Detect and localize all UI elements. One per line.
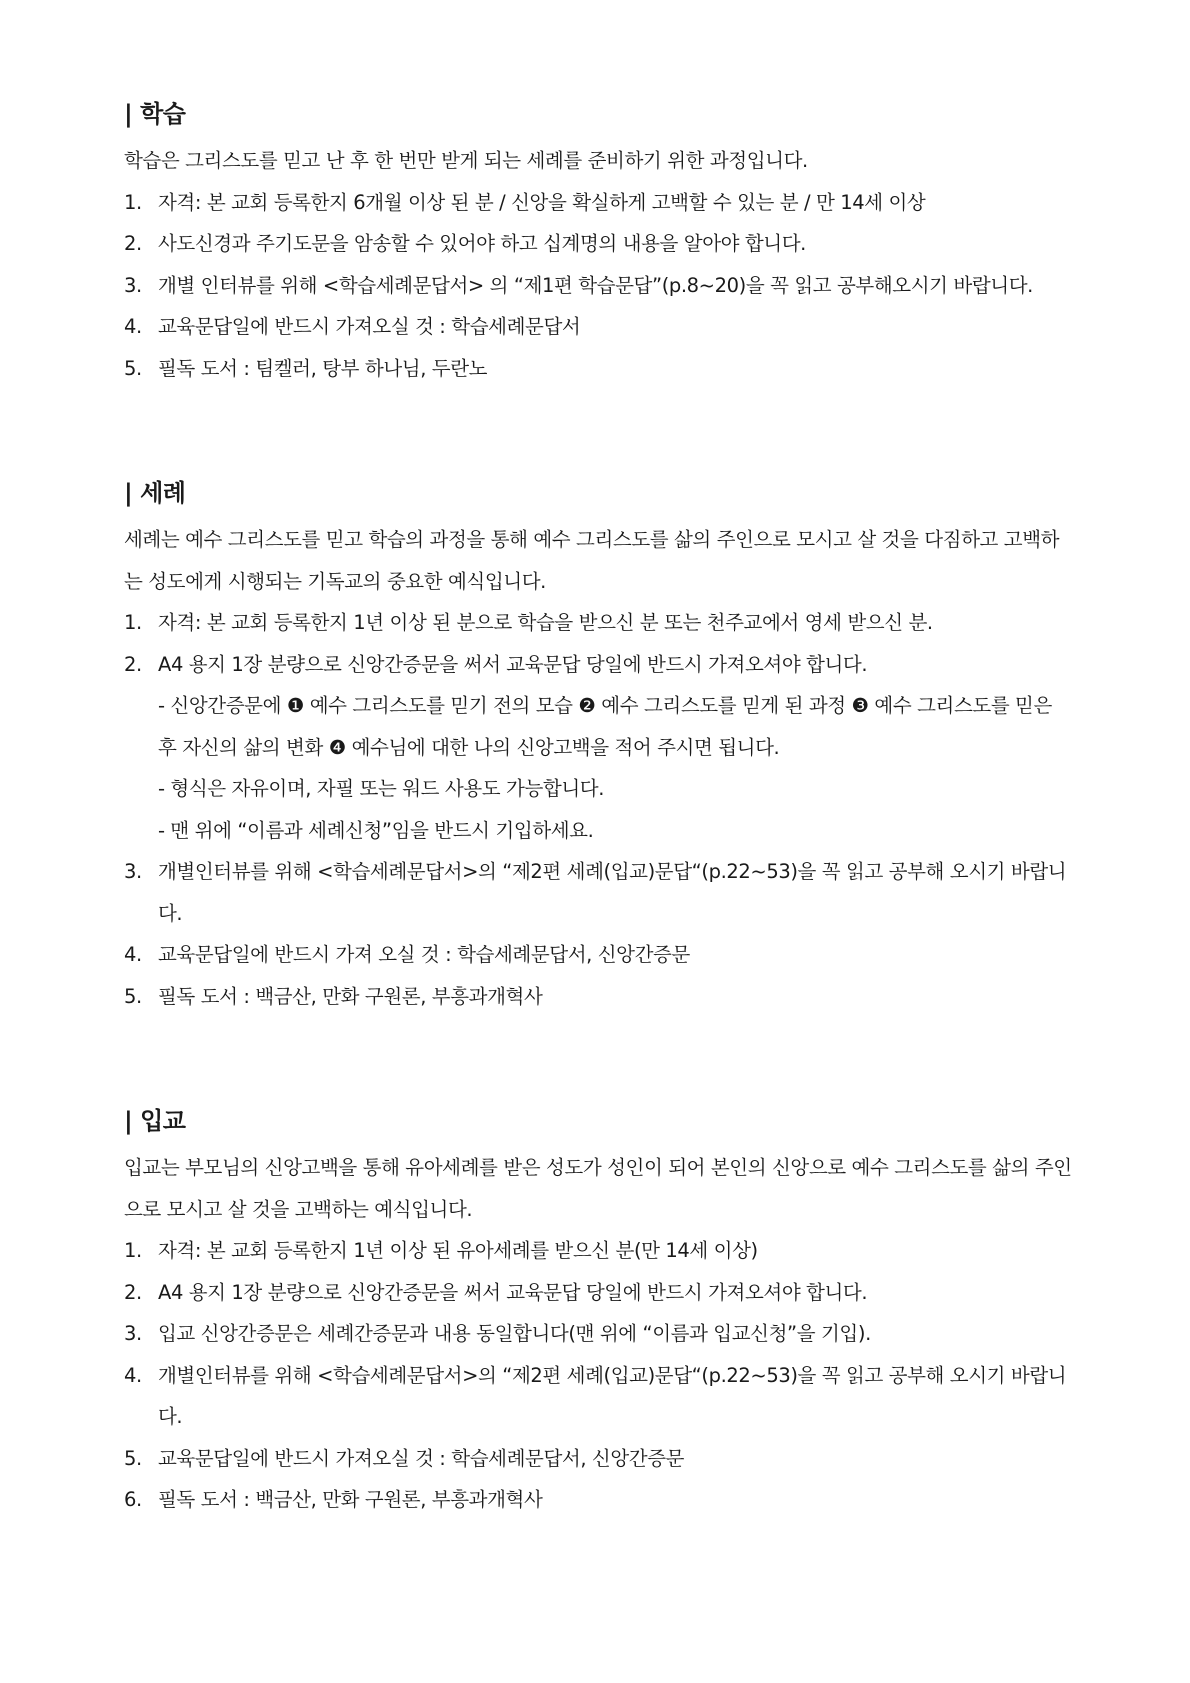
list-number: 4. — [124, 1363, 142, 1387]
section-title: | 세례 — [124, 479, 186, 507]
list-item — [124, 976, 1076, 1018]
list-number: 6. — [124, 1488, 142, 1511]
list-text: 교육문답일에 반드시 가져 오실 것 : 학습세례문답서, 신앙간증문 — [158, 943, 690, 966]
list-item — [124, 1438, 1076, 1480]
list-number: 3. — [124, 273, 142, 297]
list-number: 3. — [124, 860, 142, 883]
list-item — [124, 934, 1076, 976]
section-baptism — [124, 475, 1076, 1017]
document-page — [124, 96, 1076, 1521]
list-number: 5. — [124, 1446, 142, 1470]
list-text: 개별인터뷰를 위해 <학습세례문답서>의 “제2편 세례(입교)문답“(p.22~53)을 꼭 읽고 공부해 오시기 바랍니다. — [158, 1363, 1067, 1428]
list-text: 교육문답일에 반드시 가져오실 것 : 학습세례문답서, 신앙간증문 — [158, 1446, 685, 1470]
section-confirmation — [124, 1103, 1076, 1521]
list-number: 3. — [124, 1322, 142, 1345]
list-number: 1. — [124, 1239, 142, 1262]
list-text: 입교 신앙간증문은 세례간증문과 내용 동일합니다(맨 위에 “이름과 입교신청”을 기입). — [158, 1322, 871, 1345]
sub-note: - 맨 위에 “이름과 세례신청”임을 반드시 기입하세요. — [158, 818, 594, 842]
list-item — [124, 1313, 1076, 1355]
list-text: 자격: 본 교회 등록한지 1년 이상 된 분으로 학습을 받으신 분 또는 천주교에서 영세 받으신 분. — [158, 611, 933, 634]
list-number: 4. — [124, 943, 142, 966]
list-item — [124, 1355, 1076, 1438]
list-item — [124, 182, 1076, 224]
list-number: 5. — [124, 356, 142, 380]
list-item — [124, 851, 1076, 934]
list-item — [124, 1272, 1076, 1314]
section-intro: 학습은 그리스도를 믿고 난 후 한 번만 받게 되는 세례를 준비하기 위한 과정입니다. — [124, 149, 808, 172]
section-title: | 학습 — [124, 100, 186, 128]
list-item — [124, 1230, 1076, 1272]
list-number: 1. — [124, 611, 142, 634]
requirements-list — [124, 602, 1076, 1017]
list-item — [124, 223, 1076, 265]
list-number: 2. — [124, 232, 142, 255]
list-text: A4 용지 1장 분량으로 신앙간증문을 써서 교육문답 당일에 반드시 가져오셔야 합니다. — [158, 652, 868, 676]
list-text: 필독 도서 : 팀켈러, 탕부 하나님, 두란노 — [158, 356, 488, 380]
list-number: 5. — [124, 984, 142, 1008]
list-text: 필독 도서 : 백금산, 만화 구원론, 부흥과개혁사 — [158, 984, 543, 1008]
list-item — [124, 306, 1076, 348]
list-text: 필독 도서 : 백금산, 만화 구원론, 부흥과개혁사 — [158, 1488, 543, 1511]
list-number: 2. — [124, 652, 142, 676]
section-title: | 입교 — [124, 1107, 186, 1135]
requirements-list — [124, 1230, 1076, 1521]
list-text: 교육문답일에 반드시 가져오실 것 : 학습세례문답서 — [158, 315, 581, 338]
list-number: 2. — [124, 1280, 142, 1304]
list-item — [124, 348, 1076, 390]
sub-note: - 형식은 자유이며, 자필 또는 워드 사용도 가능합니다. — [158, 777, 605, 800]
list-text: A4 용지 1장 분량으로 신앙간증문을 써서 교육문답 당일에 반드시 가져오셔야 합니다. — [158, 1280, 868, 1304]
list-text: 개별 인터뷰를 위해 <학습세례문답서> 의 “제1편 학습문답”(p.8~20)을 꼭 읽고 공부해오시기 바랍니다. — [158, 273, 1033, 297]
section-learning — [124, 96, 1076, 389]
section-intro: 세례는 예수 그리스도를 믿고 학습의 과정을 통해 예수 그리스도를 삶의 주인으로 모시고 살 것을 다짐하고 고백하는 성도에게 시행되는 기독교의 중요한 예식입니다. — [124, 528, 1060, 593]
sub-note: - 신앙간증문에 ❶ 예수 그리스도를 믿기 전의 모습 ❷ 예수 그리스도를 믿게 된 과정 ❸ 예수 그리스도를 믿은 후 자신의 삶의 변화 ❹ 예수님에 대한 나의 신앙고백을 적어 주시면 됩니다. — [158, 694, 1052, 759]
list-item — [124, 644, 1076, 852]
list-item — [124, 1479, 1076, 1521]
list-item — [124, 602, 1076, 644]
list-text: 자격: 본 교회 등록한지 1년 이상 된 유아세례를 받으신 분(만 14세 이상) — [158, 1239, 758, 1262]
list-text: 자격: 본 교회 등록한지 6개월 이상 된 분 / 신앙을 확실하게 고백할 수 있는 분 / 만 14세 이상 — [158, 190, 926, 214]
requirements-list — [124, 182, 1076, 390]
list-text: 사도신경과 주기도문을 암송할 수 있어야 하고 십계명의 내용을 알아야 합니다. — [158, 232, 806, 255]
list-number: 1. — [124, 190, 142, 214]
section-intro: 입교는 부모님의 신앙고백을 통해 유아세례를 받은 성도가 성인이 되어 본인의 신앙으로 예수 그리스도를 삶의 주인으로 모시고 살 것을 고백하는 예식입니다. — [124, 1156, 1072, 1221]
list-item — [124, 265, 1076, 307]
list-number: 4. — [124, 315, 142, 338]
list-text: 개별인터뷰를 위해 <학습세례문답서>의 “제2편 세례(입교)문답“(p.22~53)을 꼭 읽고 공부해 오시기 바랍니다. — [158, 860, 1067, 925]
